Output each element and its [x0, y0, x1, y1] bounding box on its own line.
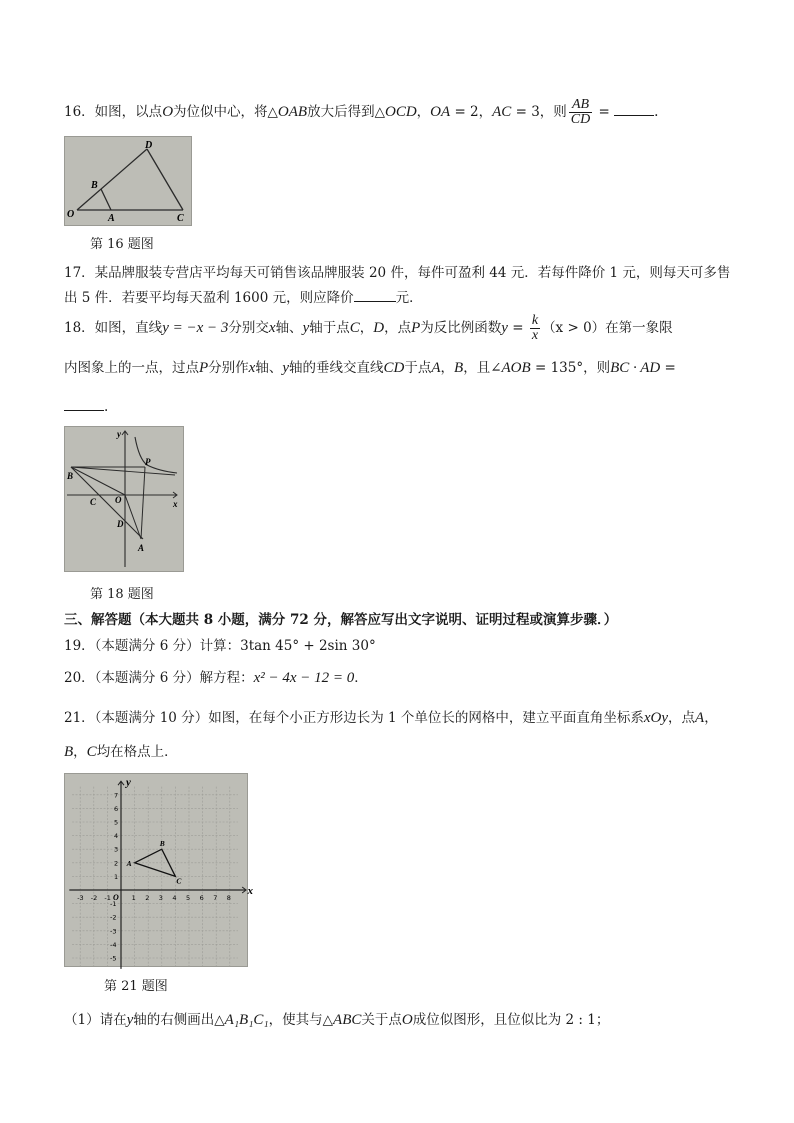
x-tick-label: 5 — [186, 894, 191, 902]
q16-oa: OA — [430, 104, 451, 120]
q18-answer-blank[interactable] — [64, 396, 104, 411]
q17-answer-blank[interactable] — [354, 287, 396, 302]
q16-pre: 16．如图，以点 — [64, 104, 163, 120]
q18-pre: 18．如图，直线 — [64, 320, 163, 336]
q18-y4: y — [282, 360, 290, 376]
q18-caption: 第 18 题图 — [90, 587, 154, 602]
q18-label-y: y — [117, 429, 121, 439]
point-b-label: B — [159, 839, 165, 849]
q21-line1-mid: ，点 — [668, 710, 696, 726]
q16-sep1: ， — [416, 104, 431, 120]
q20-eqn: x² − 4x − 12 = 0 — [253, 670, 355, 686]
origin-label: O — [113, 893, 119, 902]
q16-sep2: ， — [478, 104, 493, 120]
q16-fraction — [569, 98, 592, 127]
triangle-abc — [135, 849, 176, 876]
section-3-heading: 三、解答题（本大题共 8 小题，满分 72 分，解答应写出文字说明、证明过程或演算步骤．） — [64, 612, 618, 628]
q16-mid1: 为位似中心，将△ — [173, 104, 278, 120]
y-tick-label: 6 — [114, 804, 119, 813]
q16-oab: OAB — [277, 104, 308, 120]
q18-sep: ， — [359, 320, 374, 336]
q18-aob: AOB — [501, 360, 531, 376]
q21-caption: 第 21 题图 — [104, 979, 168, 994]
q18-cd: CD — [383, 360, 405, 376]
y-tick-label: -2 — [110, 913, 117, 922]
q18-frac-den: x — [531, 328, 539, 343]
x-tick-label: -3 — [77, 894, 84, 902]
x-tick-label: -2 — [90, 894, 98, 902]
q21-line1-end: ， — [704, 710, 718, 726]
q16-then: ，则 — [539, 104, 567, 120]
q17-line2-pre: 出 5 件．若要平均每天盈利 1600 元，则应降价 — [64, 290, 354, 306]
q21-sub1-tri: A₁B₁C₁ — [224, 1012, 269, 1028]
point-c-label: C — [176, 876, 182, 886]
q18-label-b: B — [67, 471, 74, 481]
q18-y3: y — [501, 320, 508, 336]
x-tick-label: 2 — [145, 894, 150, 902]
q16-eq: = — [594, 104, 615, 120]
q18-b: B — [454, 360, 464, 376]
q18-x1: x — [268, 320, 276, 336]
q18-angle: = 135°，则 — [530, 360, 611, 376]
q18-y2: y — [302, 320, 310, 336]
q21-sub1-mid2: ，使其与△ — [268, 1012, 334, 1028]
q18-label-d: D — [117, 519, 124, 529]
q18-bc-ad: BC · AD — [610, 360, 661, 376]
q18-c: C — [349, 320, 360, 336]
q21-sep: ， — [73, 744, 87, 760]
q21-line1 — [64, 708, 744, 728]
q18-mid5: 为反比例函数 — [420, 320, 502, 336]
x-tick-label: 4 — [172, 894, 177, 902]
q18-fraction — [530, 314, 540, 343]
q18-label-c: C — [90, 497, 97, 507]
q16-frac-den: CD — [570, 112, 591, 127]
q21-sub1-o: O — [401, 1012, 413, 1028]
q18-eq: = — [507, 320, 528, 336]
q18-line2-mid4: 于点 — [404, 360, 432, 376]
q21-grid-svg — [65, 774, 253, 966]
q21-sub1 — [64, 1010, 744, 1030]
q20-end: ． — [354, 670, 368, 686]
q16-o: O — [162, 104, 174, 120]
q21-xoy: xOy — [643, 710, 669, 726]
q18-mid4: ，点 — [384, 320, 412, 336]
q18-line2-mid1: 分别作 — [208, 360, 249, 376]
q21-line2-end: 均在格点上． — [96, 744, 178, 760]
q20-pre: 20．（本题满分 6 分）解方程： — [64, 670, 254, 686]
y-tick-label: -1 — [110, 900, 117, 909]
q18-label-p: P — [145, 457, 151, 467]
q18-line2-mid2: 轴、 — [255, 360, 283, 376]
q21-b: B — [64, 744, 74, 760]
q17-line2-post: 元． — [395, 290, 423, 306]
q21-figure — [64, 773, 253, 967]
q16-ocd: OCD — [384, 104, 417, 120]
q18-x2: x — [248, 360, 256, 376]
q16-figure — [64, 136, 192, 226]
q18-eqn: = −x − 3 — [168, 320, 229, 336]
y-tick-label: 2 — [114, 859, 119, 868]
q16-text — [64, 98, 744, 127]
x-tick-label: 8 — [226, 894, 231, 902]
q18-label-a: A — [138, 543, 145, 553]
q18-figure — [64, 426, 184, 572]
x-tick-label: 7 — [213, 894, 218, 902]
q21-sub1-pre: （1）请在 — [64, 1012, 127, 1028]
q16-mid2: 放大后得到△ — [307, 104, 385, 120]
q18-line2-mid5: ，且∠ — [463, 360, 502, 376]
q18-sep2: ， — [440, 360, 455, 376]
q18-a: A — [431, 360, 441, 376]
y-tick-label: -3 — [110, 927, 117, 936]
q18-line2 — [64, 358, 744, 378]
q16-ac-val: = 3 — [511, 104, 540, 120]
q21-sub1-mid1: 轴的右侧画出△ — [133, 1012, 225, 1028]
q16-label-b: B — [91, 180, 98, 191]
q16-oa-val: = 2 — [450, 104, 479, 120]
q18-frac-num: k — [531, 313, 539, 328]
q16-end: . — [654, 104, 659, 120]
q20-text — [64, 668, 744, 688]
q21-line1-pre: 21．（本题满分 10 分）如图，在每个小正方形边长为 1 个单位长的网格中，建立平面直角坐标系 — [64, 710, 644, 726]
x-tick-label: -1 — [104, 894, 111, 902]
q21-sub1-abc: ABC — [333, 1012, 362, 1028]
q18-line2-pre: 内图象上的一点，过点 — [64, 360, 199, 376]
q21-sub1-end: 成位似图形，且位似比为 2 : 1； — [412, 1012, 610, 1028]
q18-mid1: 分别交 — [228, 320, 269, 336]
q16-label-o: O — [67, 209, 75, 220]
y-tick-label: 7 — [114, 791, 119, 800]
q18-line3-end: . — [104, 399, 109, 415]
y-tick-label: -4 — [110, 940, 117, 949]
q16-label-c: C — [177, 213, 184, 224]
q16-ac: AC — [492, 104, 512, 120]
q16-label-a: A — [108, 213, 115, 224]
q21-a: A — [695, 710, 705, 726]
q16-caption: 第 16 题图 — [90, 237, 154, 252]
q18-y: y — [162, 320, 169, 336]
q21-c: C — [86, 744, 97, 760]
q18-line1 — [64, 314, 744, 343]
x-tick-label: 6 — [199, 894, 204, 902]
q18-label-o: O — [115, 495, 122, 505]
q18-post: 在第一象限 — [605, 320, 673, 336]
q21-sub1-y: y — [126, 1012, 134, 1028]
q18-p: P — [411, 320, 421, 336]
q19-text: 19．（本题满分 6 分）计算：3tan 45° + 2sin 30° — [64, 638, 376, 654]
q17-line1: 17．某品牌服装专营店平均每天可销售该品牌服装 20 件，每件可盈利 44 元．若每件降价 1 元，则每天可多售 — [64, 265, 731, 281]
point-a-label: A — [126, 858, 132, 868]
y-tick-label: 5 — [114, 818, 119, 827]
x-axis-label: x — [247, 885, 253, 897]
x-tick-label: 3 — [158, 894, 163, 902]
q18-label-x: x — [173, 499, 178, 509]
q18-cond: （x > 0） — [542, 320, 606, 336]
q21-line2 — [64, 742, 744, 762]
x-tick-label: 1 — [131, 894, 136, 902]
q18-line2-mid3: 轴的垂线交直线 — [289, 360, 384, 376]
y-tick-label: 3 — [114, 845, 119, 854]
q18-mid2: 轴、 — [275, 320, 303, 336]
y-tick-label: 1 — [114, 872, 119, 881]
q18-line2-end: = — [660, 360, 676, 376]
q18-d: D — [373, 320, 385, 336]
y-tick-label: 4 — [114, 832, 119, 841]
q17-line2 — [64, 287, 744, 308]
q18-p2: P — [199, 360, 209, 376]
y-tick-label: -5 — [110, 954, 117, 963]
q21-sub1-mid3: 关于点 — [361, 1012, 402, 1028]
q16-label-d: D — [145, 140, 153, 151]
q18-mid3: 轴于点 — [309, 320, 350, 336]
q18-line3 — [64, 396, 744, 417]
y-axis-label: y — [126, 776, 131, 789]
q16-answer-blank[interactable] — [614, 101, 654, 116]
q16-frac-num: AB — [569, 98, 592, 113]
